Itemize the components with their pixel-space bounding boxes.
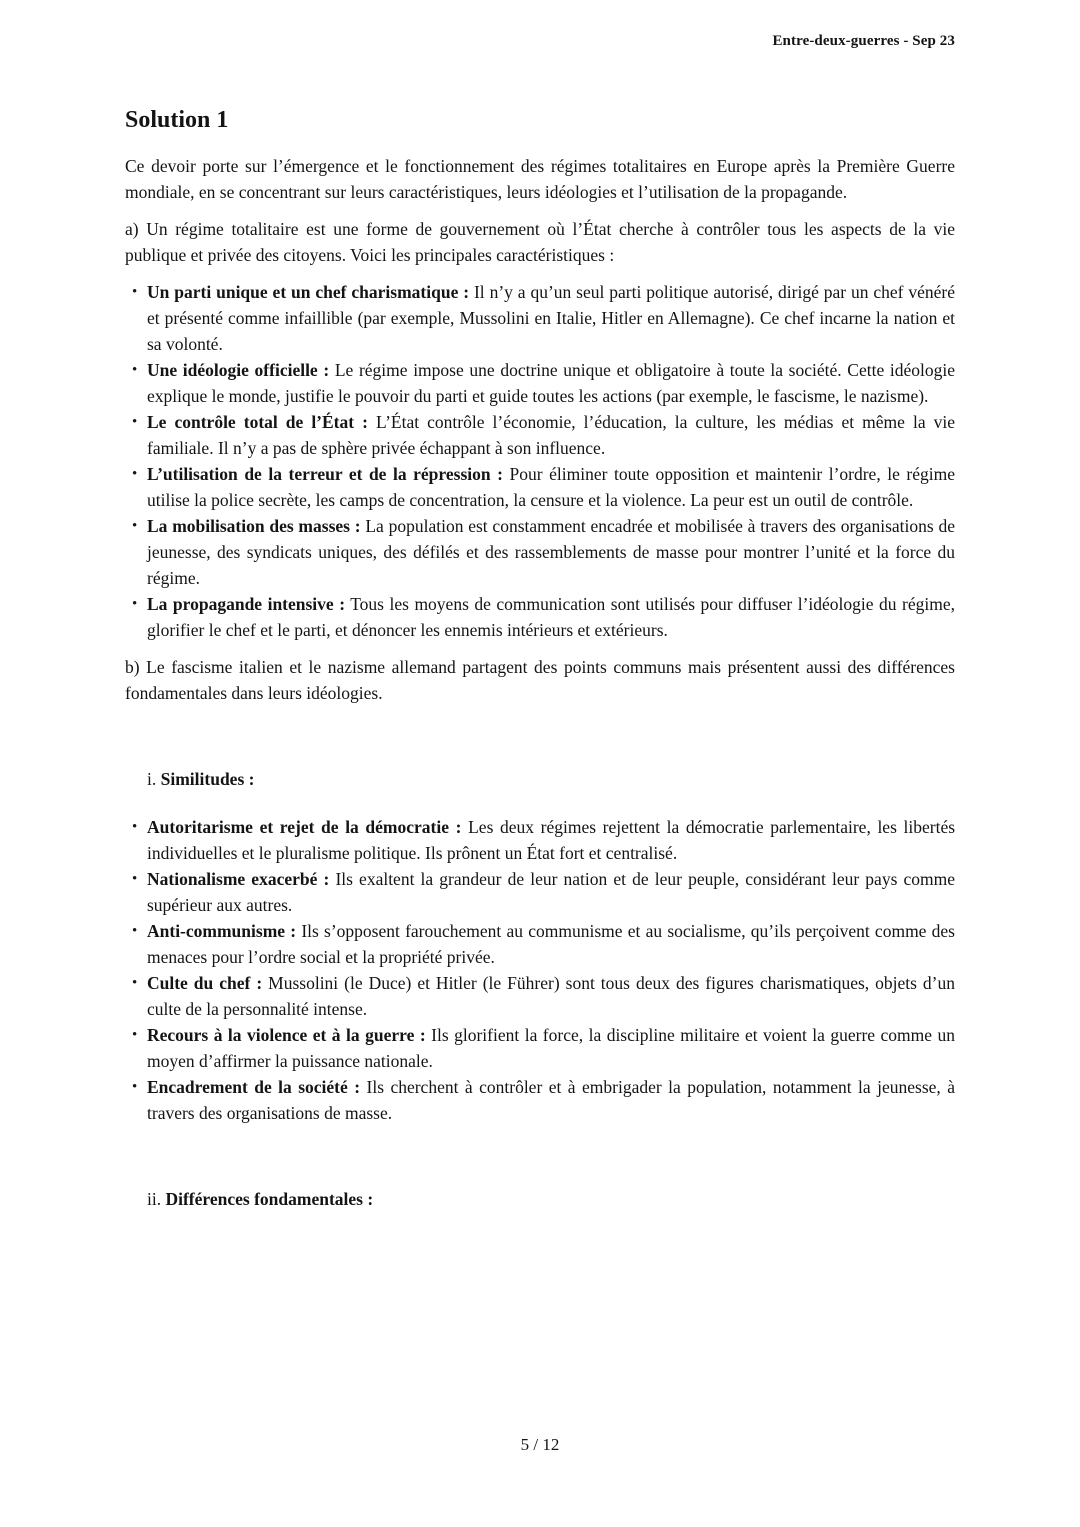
item-term: Nationalisme exacerbé : xyxy=(147,869,330,889)
item-text: Ils s’opposent farouchement au communisme et au socialisme, qu’ils perçoivent comme des menaces pour l’ordre social et la propriété privée. xyxy=(147,921,955,967)
list-item-nationalisme xyxy=(125,866,955,918)
list-item-parti-unique xyxy=(125,279,955,357)
item-text: Il n’y a qu’un seul parti politique autorisé, dirigé par un chef vénéré et présenté comme infaillible (par exemple, Mussolini en Italie, Hitler en Allemagne). Ce chef incarne la nation et sa volonté. xyxy=(147,282,956,354)
item-text: Tous les moyens de communication sont utilisés pour diffuser l’idéologie du régime, glorifier le chef et le parti, et dénoncer les ennemis intérieurs et extérieurs. xyxy=(147,594,955,640)
list-item-terreur-repression xyxy=(125,461,955,513)
item-text: Ils exaltent la grandeur de leur nation et de leur peuple, considérant leur pays comme supérieur aux autres. xyxy=(147,869,956,915)
similitudes-list xyxy=(125,814,955,1126)
list-item-ideologie-officielle xyxy=(125,357,955,409)
item-term: Culte du chef : xyxy=(147,973,263,993)
page-footer xyxy=(0,1435,1080,1455)
item-text: Mussolini (le Duce) et Hitler (le Führer) sont tous deux des figures charismatiques, objets d’un culte de la personnalité intense. xyxy=(147,973,956,1019)
list-item-autoritarisme xyxy=(125,814,955,866)
item-term: Une idéologie officielle : xyxy=(147,360,330,380)
item-term: Recours à la violence et à la guerre : xyxy=(147,1025,426,1045)
page-header xyxy=(125,33,955,50)
part-b-lead: b) Le fascisme italien et le nazisme allemand partagent des points communs mais présentent aussi des différences fondamentales dans leurs idéologies. xyxy=(125,657,955,703)
subsection-numeral: ii. xyxy=(147,1189,162,1209)
part-a-list xyxy=(125,279,955,643)
item-term: Encadrement de la société : xyxy=(147,1077,361,1097)
item-text: L’État contrôle l’économie, l’éducation, la culture, les médias et même la vie familiale. Il n’y a pas de sphère privée échappant à son influence. xyxy=(147,412,956,458)
list-item-anti-communisme xyxy=(125,918,955,970)
list-item-mobilisation-masses xyxy=(125,513,955,591)
solution-title: Solution 1 xyxy=(125,107,229,133)
item-term: L’utilisation de la terreur et de la répression : xyxy=(147,464,503,484)
item-text: Ils cherchent à contrôler et à embrigader la population, notamment la jeunesse, à travers des organisations de masse. xyxy=(147,1077,955,1123)
item-text: Ils glorifient la force, la discipline militaire et voient la guerre comme un moyen d’affirmer la puissance nationale. xyxy=(147,1025,956,1071)
subsection-numeral: i. xyxy=(147,769,157,789)
list-item-culte-du-chef xyxy=(125,970,955,1022)
item-term: La mobilisation des masses : xyxy=(147,516,361,536)
item-term: Anti-communisme : xyxy=(147,921,297,941)
item-text: Le régime impose une doctrine unique et obligatoire à toute la société. Cette idéologie explique le monde, justifie le pouvoir du parti et guide toutes les actions (par exemple, le fascisme, le nazisme). xyxy=(147,360,955,406)
item-text: Pour éliminer toute opposition et maintenir l’ordre, le régime utilise la police secrète, les camps de concentration, la censure et la violence. La peur est un outil de contrôle. xyxy=(147,464,955,510)
subsection-label: Différences fondamentales : xyxy=(165,1189,374,1209)
page-number: 5 / 12 xyxy=(520,1435,560,1454)
list-item-controle-etat xyxy=(125,409,955,461)
subsection-label: Similitudes : xyxy=(160,769,255,789)
item-term: Le contrôle total de l’État : xyxy=(147,412,368,432)
subsection-similitudes xyxy=(125,766,955,792)
subsection-differences xyxy=(125,1186,955,1212)
item-text: Les deux régimes rejettent la démocratie parlementaire, les libertés individuelles et le pluralisme politique. Ils prônent un État fort et centralisé. xyxy=(147,817,956,863)
intro-paragraph: Ce devoir porte sur l’émergence et le fonctionnement des régimes totalitaires en Europe après la Première Guerre mondiale, en se concentrant sur leurs caractéristiques, leurs idéologies et l’utilisation de la propagande. xyxy=(125,156,955,202)
item-term: Un parti unique et un chef charismatique : xyxy=(147,282,470,302)
part-a-lead: a) Un régime totalitaire est une forme de gouvernement où l’État cherche à contrôler tous les aspects de la vie publique et privée des citoyens. Voici les principales caractéristiques : xyxy=(125,219,955,265)
list-item-recours-violence xyxy=(125,1022,955,1074)
item-term: La propagande intensive : xyxy=(147,594,346,614)
item-text: La population est constamment encadrée et mobilisée à travers des organisations de jeunesse, des syndicats uniques, des défilés et des rassemblements de masse pour montrer l’unité et la force du régime. xyxy=(147,516,956,588)
item-term: Autoritarisme et rejet de la démocratie : xyxy=(147,817,462,837)
list-item-propagande-intensive xyxy=(125,591,955,643)
header-text: Entre-deux-guerres - Sep 23 xyxy=(772,33,955,49)
list-item-encadrement-societe xyxy=(125,1074,955,1126)
